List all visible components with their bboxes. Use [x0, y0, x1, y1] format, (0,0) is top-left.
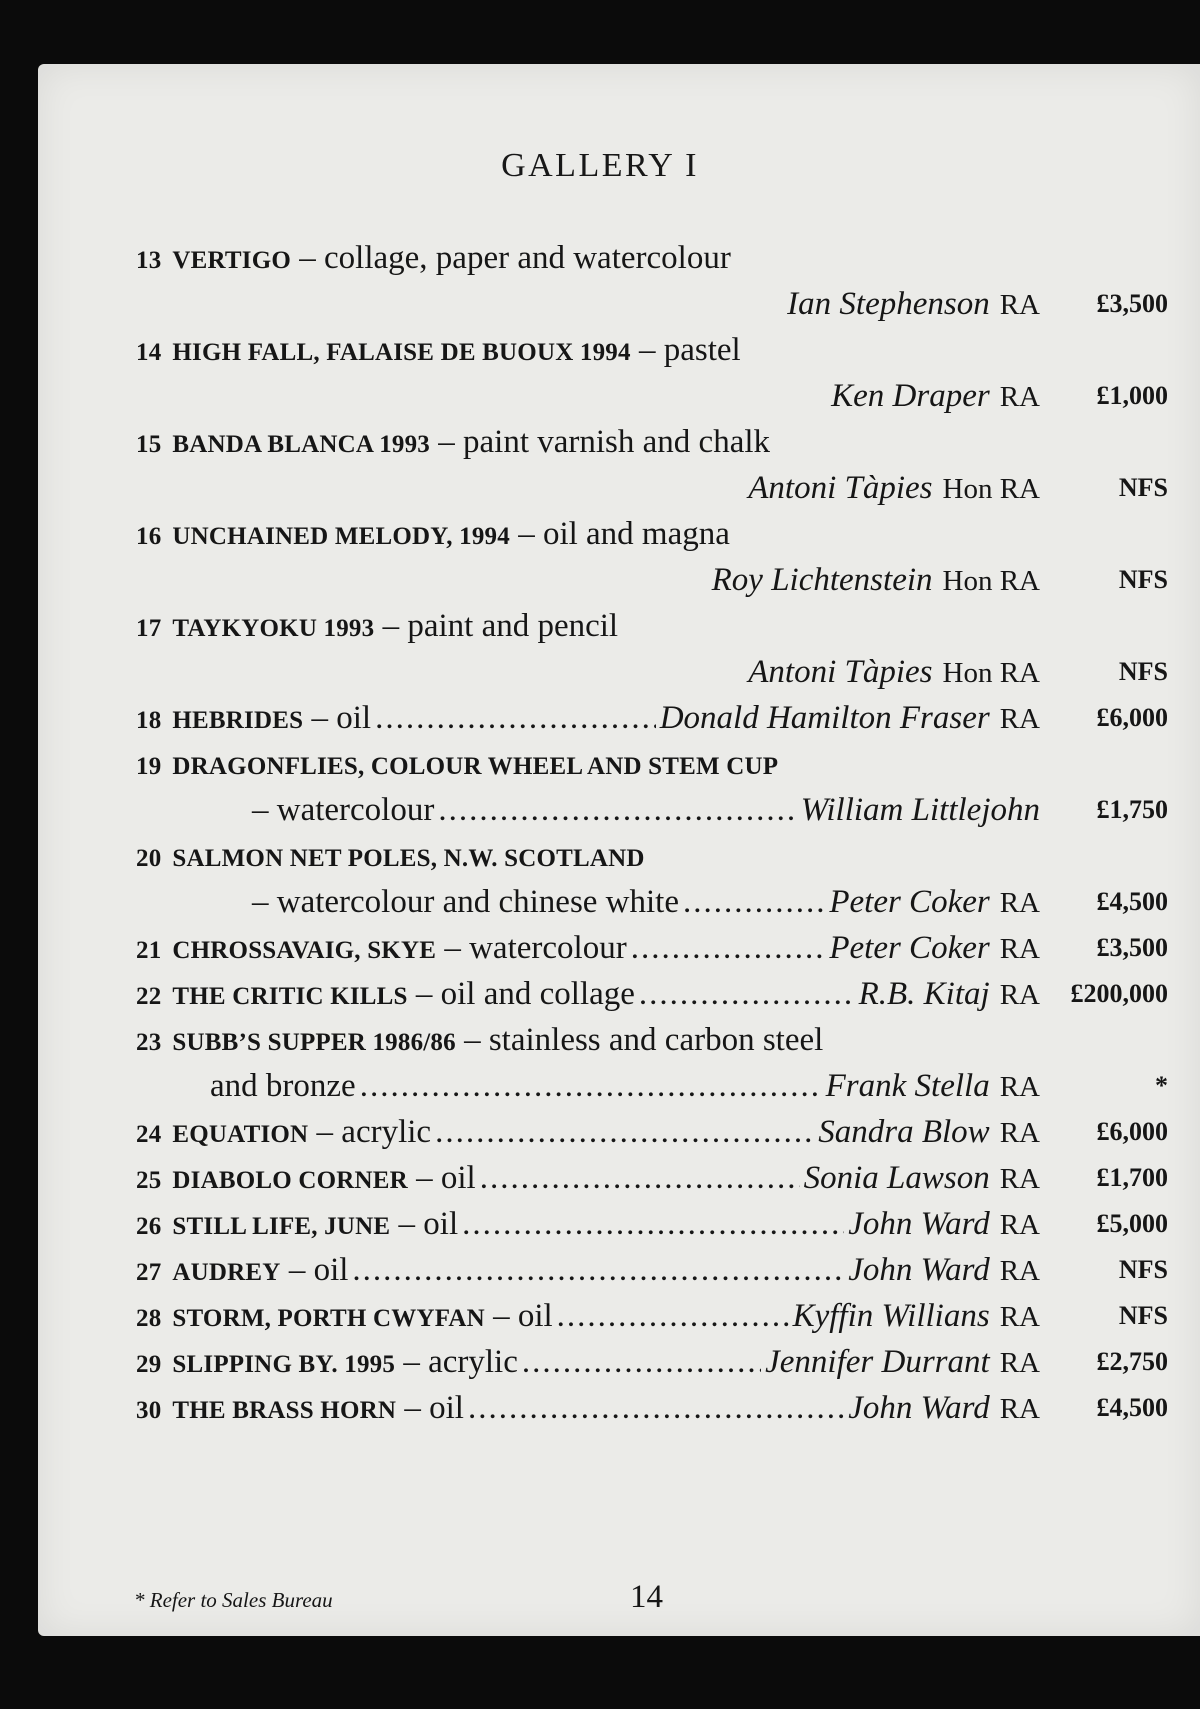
- entry-artist: Antoni Tàpies: [748, 654, 933, 690]
- entry-19-title-line: [0, 742, 1200, 786]
- entry-artist: John Ward: [848, 1206, 990, 1242]
- entry-medium: – oil and collage: [415, 976, 635, 1012]
- entry-number: 18: [136, 707, 162, 734]
- entry-number: 26: [136, 1213, 162, 1240]
- entry-honour: RA: [999, 289, 1040, 321]
- entry-medium: – watercolour: [252, 792, 435, 828]
- entry-honour: RA: [999, 381, 1040, 413]
- entry-honour: RA: [999, 1071, 1040, 1103]
- entry-number: 15: [136, 431, 162, 458]
- entry-honour: RA: [999, 1255, 1040, 1287]
- entry-title: HEBRIDES: [172, 707, 304, 734]
- dot-leader: [375, 696, 656, 740]
- entry-artist: Sonia Lawson: [803, 1160, 990, 1196]
- entry-medium-continued: and bronze: [210, 1068, 356, 1104]
- entry-number: 13: [136, 247, 162, 274]
- entry-artist: R.B. Kitaj: [858, 976, 990, 1012]
- entry-title: AUDREY: [172, 1259, 281, 1286]
- entry-medium: – oil: [404, 1390, 464, 1426]
- entry-16-title-line: [0, 512, 1200, 556]
- entry-price: NFS: [1118, 565, 1168, 594]
- entry-honour: RA: [999, 1117, 1040, 1149]
- entry-artist: Sandra Blow: [818, 1114, 990, 1150]
- entry-number: 22: [136, 983, 162, 1010]
- entry-title: HIGH FALL, FALAISE DE BUOUX 1994: [172, 339, 631, 366]
- entry-15-title-line: [0, 420, 1200, 464]
- entry-23-artist-line: [0, 1064, 1200, 1108]
- entry-title: STORM, PORTH CWYFAN: [172, 1305, 485, 1332]
- entry-title: DRAGONFLIES, COLOUR WHEEL AND STEM CUP: [172, 753, 779, 780]
- entry-number: 23: [136, 1029, 162, 1056]
- entry-price: £200,000: [1070, 979, 1168, 1008]
- entry-number: 21: [136, 937, 162, 964]
- entry-14-artist-line: [0, 374, 1200, 418]
- entry-artist: Roy Lichtenstein: [711, 562, 933, 598]
- entry-price: £6,000: [1096, 1117, 1168, 1146]
- entry-title: TAYKYOKU 1993: [172, 615, 375, 642]
- entry-price: £6,000: [1096, 703, 1168, 732]
- entry-honour: RA: [999, 979, 1040, 1011]
- dot-leader: [468, 1386, 844, 1430]
- entry-artist: Kyffin Willians: [792, 1298, 990, 1334]
- entry-medium: – oil: [398, 1206, 459, 1242]
- entry-honour: RA: [999, 933, 1040, 965]
- entry-14-title-line: [0, 328, 1200, 372]
- entry-honour: RA: [999, 1209, 1040, 1241]
- entry-number: 14: [136, 339, 162, 366]
- entry-medium: – oil: [288, 1252, 349, 1288]
- entry-medium: – stainless and carbon steel: [464, 1022, 824, 1058]
- entry-medium: – oil: [311, 700, 372, 736]
- page-title: GALLERY I: [501, 147, 699, 184]
- entry-price: £2,750: [1096, 1347, 1168, 1376]
- entry-artist: Peter Coker: [829, 930, 990, 966]
- entry-13-title-line: [0, 236, 1200, 280]
- entry-title: VERTIGO: [172, 247, 292, 274]
- entry-price: £4,500: [1096, 1393, 1168, 1422]
- entry-30-line: [0, 1386, 1200, 1430]
- entry-title: SUBB’S SUPPER 1986/86: [172, 1029, 456, 1056]
- entry-number: 17: [136, 615, 162, 642]
- entry-number: 25: [136, 1167, 162, 1194]
- entry-title: UNCHAINED MELODY, 1994: [172, 523, 510, 550]
- entry-artist: John Ward: [848, 1252, 990, 1288]
- entry-25-line: [0, 1156, 1200, 1200]
- entry-28-line: [0, 1294, 1200, 1338]
- entry-honour: RA: [999, 1347, 1040, 1379]
- entry-20-title-line: [0, 834, 1200, 878]
- entry-title: CHROSSAVAIG, SKYE: [172, 937, 437, 964]
- entry-21-line: [0, 926, 1200, 970]
- dot-leader: [360, 1064, 822, 1108]
- entry-price: £3,500: [1096, 289, 1168, 318]
- entry-title: THE BRASS HORN: [172, 1397, 397, 1424]
- entry-honour: RA: [999, 703, 1040, 735]
- entry-number: 28: [136, 1305, 162, 1332]
- entry-number: 20: [136, 845, 162, 872]
- footnote: * Refer to Sales Bureau: [134, 1588, 333, 1612]
- entry-price: £4,500: [1096, 887, 1168, 916]
- entry-29-line: [0, 1340, 1200, 1384]
- entry-18-line: [0, 696, 1200, 740]
- entry-26-line: [0, 1202, 1200, 1246]
- dot-leader: [438, 788, 796, 832]
- entry-medium: – paint and pencil: [382, 608, 619, 644]
- entry-medium: – paint varnish and chalk: [438, 424, 771, 460]
- entry-medium: – pastel: [638, 332, 741, 368]
- entry-title: BANDA BLANCA 1993: [172, 431, 431, 458]
- dot-leader: [683, 880, 825, 924]
- entry-artist: Ken Draper: [831, 378, 990, 414]
- entry-price: £5,000: [1096, 1209, 1168, 1238]
- entry-honour: RA: [999, 887, 1040, 919]
- dot-leader: [352, 1248, 844, 1292]
- entry-medium: – acrylic: [403, 1344, 518, 1380]
- entry-27-line: [0, 1248, 1200, 1292]
- dot-leader: [462, 1202, 844, 1246]
- entry-17-title-line: [0, 604, 1200, 648]
- entry-title: EQUATION: [172, 1121, 309, 1148]
- dot-leader: [435, 1110, 814, 1154]
- dot-leader: [631, 926, 826, 970]
- entry-artist: William Littlejohn: [800, 792, 1040, 828]
- entry-price: £1,750: [1096, 795, 1168, 824]
- entry-title: THE CRITIC KILLS: [172, 983, 408, 1010]
- entry-medium: – oil: [416, 1160, 476, 1196]
- entry-medium: – collage, paper and watercolour: [299, 240, 731, 276]
- entry-23-title-line: [0, 1018, 1200, 1062]
- entry-16-artist-line: [0, 558, 1200, 602]
- dot-leader: [522, 1340, 761, 1384]
- entry-price: £1,700: [1096, 1163, 1168, 1192]
- entry-15-artist-line: [0, 466, 1200, 510]
- entry-price: NFS: [1118, 657, 1168, 686]
- entry-19-artist-line: [0, 788, 1200, 832]
- page-number: 14: [630, 1579, 663, 1615]
- entry-price: NFS: [1118, 1301, 1168, 1330]
- entry-honour: Hon RA: [942, 473, 1040, 505]
- entry-20-artist-line: [0, 880, 1200, 924]
- entry-number: 27: [136, 1259, 162, 1286]
- dot-leader: [557, 1294, 789, 1338]
- entry-medium: – acrylic: [316, 1114, 432, 1150]
- entry-17-artist-line: [0, 650, 1200, 694]
- entry-22-line: [0, 972, 1200, 1016]
- entry-number: 16: [136, 523, 162, 550]
- entry-honour: Hon RA: [942, 565, 1040, 597]
- entry-price: *: [1155, 1071, 1168, 1100]
- entry-artist: Frank Stella: [825, 1068, 990, 1104]
- entry-price: NFS: [1118, 473, 1168, 502]
- entry-title: STILL LIFE, JUNE: [172, 1213, 391, 1240]
- entry-honour: Hon RA: [942, 657, 1040, 689]
- entry-title: SALMON NET POLES, N.W. SCOTLAND: [172, 845, 645, 872]
- entry-number: 30: [136, 1397, 162, 1424]
- entry-price: £1,000: [1096, 381, 1168, 410]
- entry-honour: RA: [999, 1163, 1040, 1195]
- entry-medium: – watercolour: [444, 930, 627, 966]
- entry-number: 19: [136, 753, 162, 780]
- dot-leader: [639, 972, 855, 1016]
- entry-artist: Antoni Tàpies: [748, 470, 933, 506]
- entry-24-line: [0, 1110, 1200, 1154]
- entry-honour: RA: [999, 1393, 1040, 1425]
- dot-leader: [480, 1156, 800, 1200]
- entry-artist: John Ward: [848, 1390, 990, 1426]
- entry-medium: – oil: [493, 1298, 553, 1334]
- entry-medium: – oil and magna: [518, 516, 730, 552]
- entry-artist: Jennifer Durrant: [765, 1344, 990, 1380]
- entry-number: 29: [136, 1351, 162, 1378]
- entry-title: SLIPPING BY. 1995: [172, 1351, 396, 1378]
- entry-medium: – watercolour and chinese white: [252, 884, 680, 920]
- entry-number: 24: [136, 1121, 162, 1148]
- entry-artist: Peter Coker: [829, 884, 990, 920]
- entry-title: DIABOLO CORNER: [172, 1167, 408, 1194]
- entry-price: NFS: [1118, 1255, 1168, 1284]
- entry-artist: Ian Stephenson: [787, 286, 990, 322]
- entry-artist: Donald Hamilton Fraser: [659, 700, 990, 736]
- entry-honour: RA: [999, 1301, 1040, 1333]
- entry-13-artist-line: [0, 282, 1200, 326]
- entry-price: £3,500: [1096, 933, 1168, 962]
